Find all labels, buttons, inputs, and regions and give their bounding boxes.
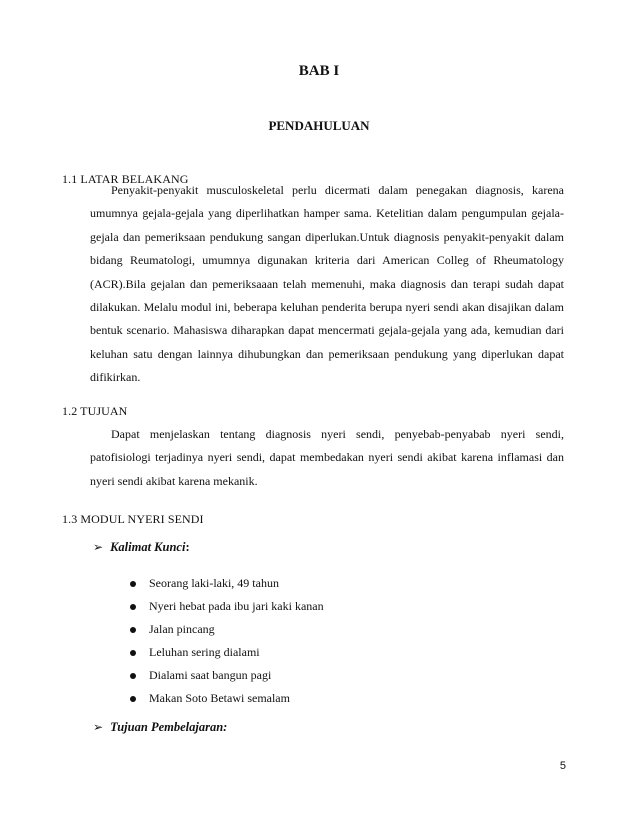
chapter-subtitle: PENDAHULUAN [268,118,370,133]
tujuan-pembelajaran-heading [93,720,227,735]
key-sentence-list [128,572,324,710]
list-item-text: Makan Soto Betawi semalam [149,691,290,705]
section-heading-tujuan: 1.2 TUJUAN [62,404,128,418]
bullet-dot-icon [130,650,136,656]
bullet-dot-icon [130,673,136,679]
paragraph-latar-belakang: Penyakit-penyakit musculoskeletal perlu dicermati dalam penegakan diagnosis, karena umumnya gejala-gejala yang diperlihatkan hamper sama. Ketelitian dalam pengumpulan gejala-gejala dan pemeriksaan pendukung sangan diperlukan.Untuk diagnosis penyakit-penyakit dalam bidang Reumatologi, umumnya digunakan kriteria dari American Colleg of Rheumatology (ACR).Bila gejalan dan pemeriksaaan telah memenuhi, maka diagnosis dan terapi sudah dapat dilakukan. Melalu modul ini, beberapa keluhan penderita berupa nyeri sendi akan disajikan dalam bentuk scenario. Mahasiswa diharapkan dapat mencermati gejala-gejala yang ada, kemudian dari keluhan satu dengan lainnya dihubungkan dan pemeriksaan pendukung yang diperlukan dapat difikirkan. [90,183,564,385]
list-item [128,618,324,641]
section-heading-modul: 1.3 MODUL NYERI SENDI [62,512,204,526]
kalimat-kunci-label: Kalimat Kunci [110,540,186,554]
list-item [128,572,324,595]
paragraph-tujuan: Dapat menjelaskan tentang diagnosis nyeri sendi, penyebab-penyabab nyeri sendi, patofisiologi terjadinya nyeri sendi, dapat membedakan nyeri sendi akibat karena inflamasi dan nyeri sendi akibat karena mekanik. [90,427,564,488]
list-item [128,595,324,618]
list-item-text: Nyeri hebat pada ibu jari kaki kanan [149,599,324,613]
bullet-dot-icon [130,696,136,702]
kalimat-kunci-heading [93,540,190,555]
arrow-bullet-icon: ➢ [93,720,104,734]
bullet-dot-icon [130,627,136,633]
bullet-dot-icon [130,581,136,587]
list-item [128,641,324,664]
list-item-text: Leluhan sering dialami [149,645,260,659]
list-item-text: Jalan pincang [149,622,215,636]
section-heading-latar-belakang: 1.1 LATAR BELAKANG [62,172,189,186]
arrow-bullet-icon: ➢ [93,540,104,554]
list-item-text: Seorang laki-laki, 49 tahun [149,576,279,590]
bullet-dot-icon [130,604,136,610]
chapter-title: BAB I [298,63,340,79]
kalimat-kunci-colon: : [185,540,190,554]
tujuan-pembelajaran-label: Tujuan Pembelajaran: [110,720,228,734]
list-item [128,687,324,710]
list-item [128,664,324,687]
list-item-text: Dialami saat bangun pagi [149,668,272,682]
page-number: 5 [559,760,566,772]
